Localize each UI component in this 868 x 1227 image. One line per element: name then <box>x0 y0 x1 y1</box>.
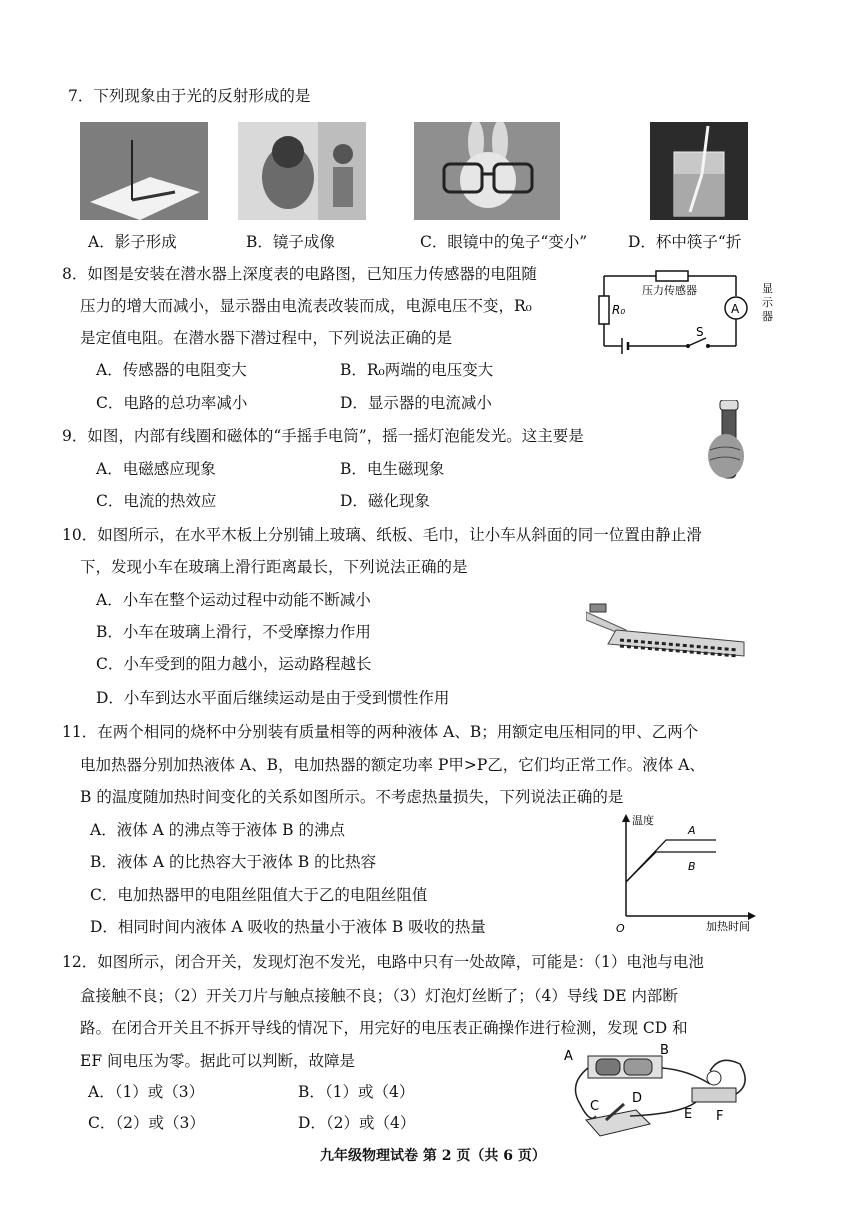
q12-label-d: D <box>632 1091 643 1106</box>
display-label-1: 显 <box>762 282 773 295</box>
q8-stem-line-1: 8．如图是安装在潜水器上深度表的电路图，已知压力传感器的电阻随 <box>62 265 537 283</box>
q8-option-d: D．显示器的电流减小 <box>340 394 492 412</box>
q9-option-b: B．电生磁现象 <box>340 460 445 478</box>
q12-circuit-diagram <box>560 1044 756 1144</box>
temperature-time-graph <box>612 810 762 934</box>
q10-option-a: A．小车在整个运动过程中动能不断减小 <box>96 591 371 609</box>
graph-ylabel: 温度 <box>632 814 654 827</box>
q11-stem-line-2: 电加热器分别加热液体 A、B，电加热器的额定功率 P甲>P乙，它们均正常工作。液体 A、 <box>80 756 705 774</box>
q12-label-a: A <box>564 1049 573 1064</box>
q12-option-b: B．（1）或（4） <box>298 1083 415 1101</box>
graph-origin: O <box>616 922 625 934</box>
graph-line-b-label: B <box>688 860 696 873</box>
q11-option-c: C．电加热器甲的电阻丝阻值大于乙的电阻丝阻值 <box>90 886 428 904</box>
display-label-2: 示 <box>762 296 773 309</box>
q9-option-c: C．电流的热效应 <box>96 492 217 510</box>
q8-option-c: C．电路的总功率减小 <box>96 394 248 412</box>
mirror-photo <box>238 122 366 220</box>
q9-option-a: A．电磁感应现象 <box>96 460 216 478</box>
glasses-rabbit-photo <box>414 122 560 220</box>
q11-option-a: A．液体 A 的沸点等于液体 B 的沸点 <box>90 821 345 839</box>
display-label-3: 器 <box>762 310 773 323</box>
mirror-illustration-icon <box>238 122 366 220</box>
q7-option-a: A．影子形成 <box>88 233 177 251</box>
q9-stem: 9．如图，内部有线圈和磁体的“手摇手电筒”，摇一摇灯泡能发光。这主要是 <box>62 427 584 445</box>
shadow-illustration-icon <box>80 122 208 220</box>
graph-xlabel: 加热时间 <box>706 920 750 933</box>
q10-option-d: D．小车到达水平面后继续运动是由于受到惯性作用 <box>96 689 450 707</box>
q12-stem-line-2: 盒接触不良；（2）开关刀片与触点接触不良；（3）灯泡灯丝断了；（4）导线 DE 内部断 <box>80 987 678 1005</box>
r0-label: R₀ <box>612 303 626 317</box>
q12-label-c: C <box>590 1099 600 1114</box>
q11-stem-line-3: B 的温度随加热时间变化的关系如图所示。不考虑热量损失，下列说法正确的是 <box>80 788 624 806</box>
q10-option-c: C．小车受到的阻力越小，运动路程越长 <box>96 655 372 673</box>
graph-line-a-label: A <box>688 824 696 837</box>
cup-chopstick-illustration-icon <box>650 122 748 220</box>
q12-option-d: D．（2）或（4） <box>298 1114 416 1132</box>
flashlight-hand-icon <box>700 400 756 496</box>
q8-stem-line-3: 是定值电阻。在潜水器下潜过程中，下列说法正确的是 <box>80 329 453 347</box>
q12-option-a: A．（1）或（3） <box>88 1083 205 1101</box>
q10-stem-line-1: 10．如图所示，在水平木板上分别铺上玻璃、纸板、毛巾，让小车从斜面的同一位置由静止滑 <box>62 526 702 544</box>
q7-option-b: B．镜子成像 <box>246 233 335 251</box>
page-footer: 九年级物理试卷 第 2 页（共 6 页） <box>320 1148 546 1164</box>
q12-option-c: C．（2）或（3） <box>88 1114 205 1132</box>
q11-stem-line-1: 11．在两个相同的烧杯中分别装有质量相等的两种液体 A、B；用额定电压相同的甲、乙两个 <box>62 723 699 741</box>
incline-cart-icon <box>586 600 748 664</box>
rabbit-glasses-illustration-icon <box>414 122 560 220</box>
ammeter-label: A <box>731 302 740 316</box>
q12-stem-line-1: 12．如图所示，闭合开关，发现灯泡不发光，电路中只有一处故障，可能是：（1）电池与电池 <box>62 953 704 971</box>
q8-stem-line-2: 压力的增大而减小，显示器由电流表改装而成，电源电压不变，R₀ <box>80 297 532 315</box>
q7-stem: 7．下列现象由于光的反射形成的是 <box>68 87 311 105</box>
q10-stem-line-2: 下，发现小车在玻璃上滑行距离最长，下列说法正确的是 <box>80 558 468 576</box>
q7-option-c: C．眼镜中的兔子“变小” <box>420 233 588 251</box>
q11-option-b: B．液体 A 的比热容大于液体 B 的比热容 <box>90 853 377 871</box>
switch-label: S <box>696 325 704 339</box>
q12-label-b: B <box>660 1044 669 1058</box>
chopsticks-cup-photo <box>650 122 748 220</box>
q12-label-f: F <box>716 1109 724 1124</box>
q11-option-d: D．相同时间内液体 A 吸收的热量小于液体 B 吸收的热量 <box>90 918 486 936</box>
q10-option-b: B．小车在玻璃上滑行，不受摩擦力作用 <box>96 623 371 641</box>
q9-option-d: D．磁化现象 <box>340 492 430 510</box>
sensor-label: 压力传感器 <box>642 284 697 297</box>
q12-stem-line-4: EF 间电压为零。据此可以判断，故障是 <box>80 1052 355 1070</box>
q12-label-e: E <box>684 1107 693 1122</box>
q8-option-b: B．R₀两端的电压变大 <box>340 361 494 379</box>
q7-option-d: D．杯中筷子“折 <box>628 233 742 251</box>
q8-circuit-diagram <box>596 266 782 356</box>
shadow-photo <box>80 122 208 220</box>
q12-stem-line-3: 路。在闭合开关且不拆开导线的情况下，用完好的电压表正确操作进行检测，发现 CD 和 <box>80 1019 688 1037</box>
q8-option-a: A．传感器的电阻变大 <box>96 361 247 379</box>
